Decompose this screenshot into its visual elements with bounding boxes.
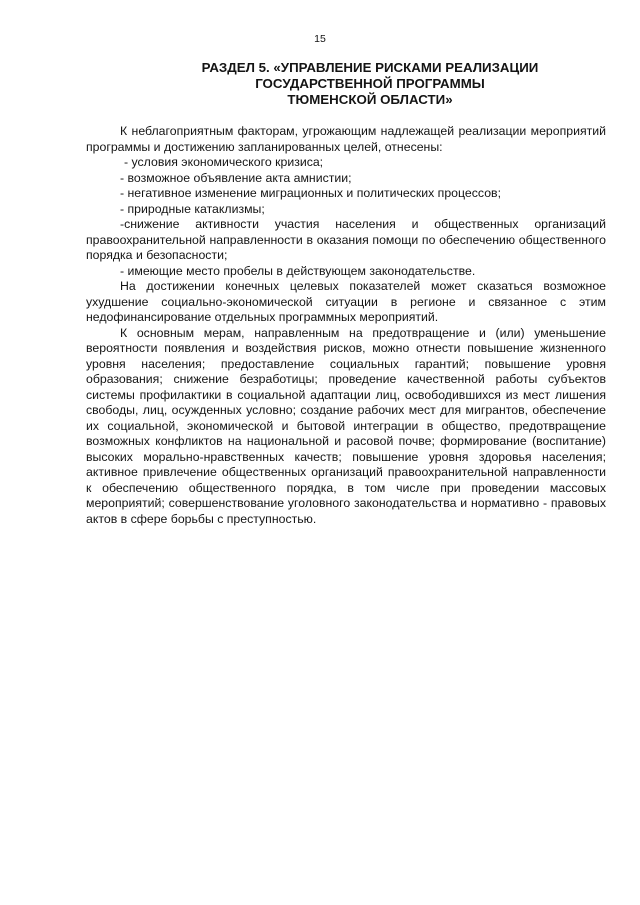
intro-paragraph: К неблагоприятным факторам, угрожающим надлежащей реализации мероприятий программы и достижению запланированных целей, отнесены: — [86, 124, 606, 154]
risk-factor-item: - возможное объявление акта амнистии; — [120, 170, 352, 185]
section-title-line: ТЮМЕНСКОЙ ОБЛАСТИ» — [287, 92, 453, 107]
section-title-line: ГОСУДАРСТВЕННОЙ ПРОГРАММЫ — [255, 76, 485, 91]
risk-factor-item: -снижение активности участия населения и общественных организаций правоохранительной направленности в оказания помощи по обеспечению общественного порядка и безопасности; — [86, 217, 606, 262]
risk-factor-item: - имеющие место пробелы в действующем законодательстве. — [120, 263, 476, 278]
section-title-line: РАЗДЕЛ 5. «УПРАВЛЕНИЕ РИСКАМИ РЕАЛИЗАЦИИ — [201, 60, 539, 75]
risk-factor-item: - негативное изменение миграционных и политических процессов; — [120, 186, 501, 200]
funding-risk-paragraph: На достижении конечных целевых показателей может сказаться возможное ухудшение социально-экономической ситуации в регионе и связанное с этим недофинансирование отдельных программных мероприятий. — [86, 279, 606, 324]
body-text — [86, 124, 606, 527]
page-number: 15 — [314, 33, 326, 45]
risk-factor-item: - природные катаклизмы; — [120, 201, 265, 216]
risk-measures-paragraph: К основным мерам, направленным на предотвращение и (или) уменьшение вероятности появления и воздействия рисков, можно отнести повышение жизненного уровня населения; предоставление социальных гарантий; повышение уровня образования; снижение безработицы; проведение качественной работы субъектов системы профилактики в социальной адаптации лиц, освободившихся из мест лишения свободы, лиц, осужденных условно; создание рабочих мест для мигрантов, обеспечение их социальной, экономической и бытовой интеграции в общество, предотвращение возможных конфликтов на национальной и расовой почве; формирование (воспитание) высоких морально-нравственных качеств; повышение уровня здоровья населения; активное привлечение общественных организаций правоохранительной направленности к обеспечению общественного порядка, в том числе при проведении массовых мероприятий; совершенствование уголовного законодательства и нормативно - правовых актов в сфере борьбы с преступностью. — [86, 325, 606, 526]
section-title — [150, 60, 590, 108]
risk-factor-item: - условия экономического кризиса; — [124, 155, 324, 169]
